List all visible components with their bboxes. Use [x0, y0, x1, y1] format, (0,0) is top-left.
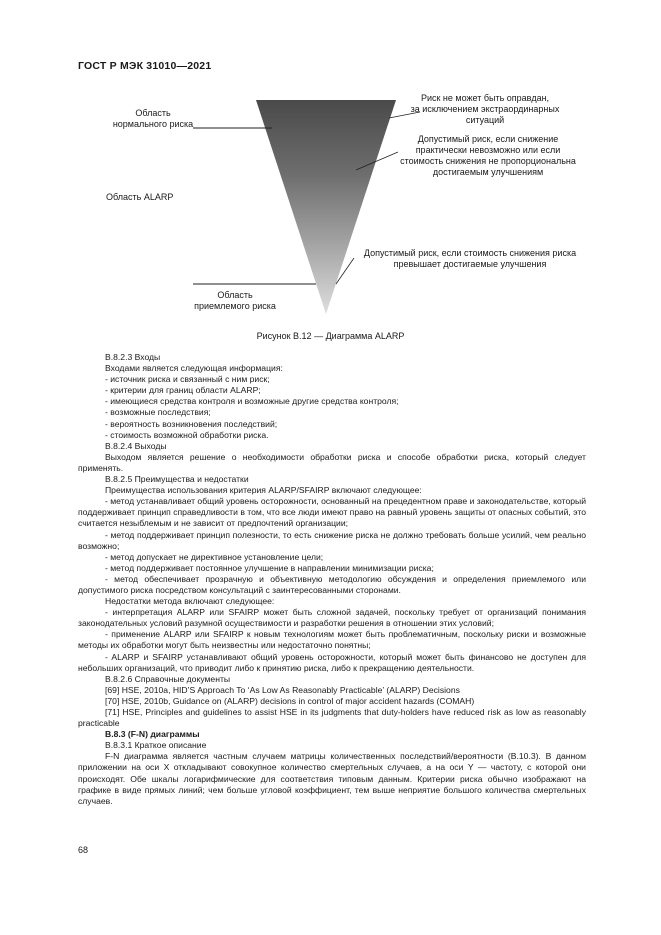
paragraph: В.8.3 (F-N) диаграммы: [105, 729, 200, 740]
label-acceptable-risk: Область приемлемого риска: [194, 290, 276, 311]
paragraph: [69] HSE, 2010a, HID’S Approach To ‘As Low As Reasonably Practicable’ (ALARP) Decisions: [105, 684, 460, 695]
paragraph: [71] HSE, Principles and guidelines to assist HSE in its judgments that duty-holders have reduced risk as low as reasonably practicable: [78, 707, 586, 729]
paragraph: В.8.2.4 Выходы: [105, 440, 167, 451]
paragraph: - имеющиеся средства контроля и возможные другие средства контроля;: [105, 396, 399, 407]
paragraph: В.8.2.5 Преимущества и недостатки: [105, 474, 249, 485]
paragraph: - стоимость возможной обработки риска.: [105, 429, 269, 440]
page-number: 68: [78, 845, 89, 855]
paragraph: [70] HSE, 2010b, Guidance on (ALARP) decisions in control of major accident hazards (COMAH): [105, 695, 475, 706]
paragraph: - источник риска и связанный с ним риск;: [105, 374, 270, 385]
paragraph: F-N диаграмма является частным случаем матрицы количественных последствий/вероятности (В.10.3). В данном приложении на оси X откладывают совокупное количество смертельных случаев, а на оси Y — частоту, с которой они происходят. Обе шкалы логарифмические для соответствия типовым данным. Критерии риска обычно изображают на графике в виде прямых линий; чем больше угловой коэффициент, тем выше неприятие большого количества смертельных случаев.: [78, 751, 586, 806]
paragraph: - метод допускает не директивное установление цели;: [105, 551, 324, 562]
paragraph: - метод обеспечивает прозрачную и объективную методологию обсуждения и определения приемлемого или допустимого риска посредством консультаций с заинтересованными сторонами.: [78, 573, 586, 595]
paragraph: - метод поддерживает постоянное улучшение в направлении минимизации риска;: [105, 562, 434, 573]
label-unjustified-risk: Риск не может быть оправдан, за исключением экстраординарных ситуаций: [410, 93, 560, 125]
document-header: ГОСТ Р МЭК 31010—2021: [78, 60, 212, 72]
paragraph: Выходом является решение о необходимости обработки риска и способе обработки риска, который следует применять.: [78, 451, 586, 473]
label-tolerable-impractical: Допустимый риск, если снижение практически невозможно или если стоимость снижения не пропорциональна достигаемым улучшениям: [400, 134, 576, 177]
paragraph: В.8.2.3 Входы: [105, 352, 161, 362]
paragraph: В.8.2.6 Справочные документы: [105, 673, 231, 684]
figure-caption: Рисунок В.12 — Диаграмма ALARP: [256, 331, 405, 341]
paragraph: Входами является следующая информация:: [105, 363, 283, 374]
risk-triangle: [256, 100, 396, 314]
paragraph: - метод поддерживает принцип полезности, то есть снижение риска не должно требовать больше усилий, чем реально возможно;: [78, 529, 586, 551]
paragraph: - ALARP и SFAIRP устанавливают общий уровень осторожности, который может быть финансово не доступен для небольших организаций, что приводит либо к принятию риска, либо к прекращению деятельности.: [78, 651, 586, 673]
paragraph: - метод устанавливает общий уровень осторожности, основанный на прецедентном праве и законодательстве, который поддерживает принцип справедливости в том, что все люди имеют право на равный уровень защиты от опасных событий, это считается незыблемым и не зависит от предпочтений организации;: [78, 496, 586, 529]
paragraph: - применение ALARP или SFAIRP к новым технологиям может быть проблематичным, поскольку риски и возможные методы их обработки могут быть неизвестны или недостаточно понятны;: [78, 629, 586, 651]
paragraph: - критерии для границ области ALARP;: [105, 385, 261, 396]
paragraph: - интерпретация ALARP или SFAIRP может быть сложной задачей, поскольку требует от организаций понимания законодательных условий разумной осуществимости и разработки решения в отношении этих условий;: [78, 607, 586, 629]
body-text: [78, 352, 586, 807]
label-alarp-region: Область ALARP: [106, 192, 174, 202]
paragraph: Недостатки метода включают следующее:: [105, 596, 275, 607]
label-normal-risk: Область нормального риска: [112, 108, 194, 129]
label-tolerable-cost: Допустимый риск, если стоимость снижения риска превышает достигаемые улучшения: [363, 248, 577, 269]
paragraph: Преимущества использования критерия ALARP/SFAIRP включают следующее:: [105, 485, 422, 496]
paragraph: - возможные последствия;: [105, 407, 211, 418]
paragraph: - вероятность возникновения последствий;: [105, 418, 278, 429]
paragraph: В.8.3.1 Краткое описание: [105, 740, 207, 751]
